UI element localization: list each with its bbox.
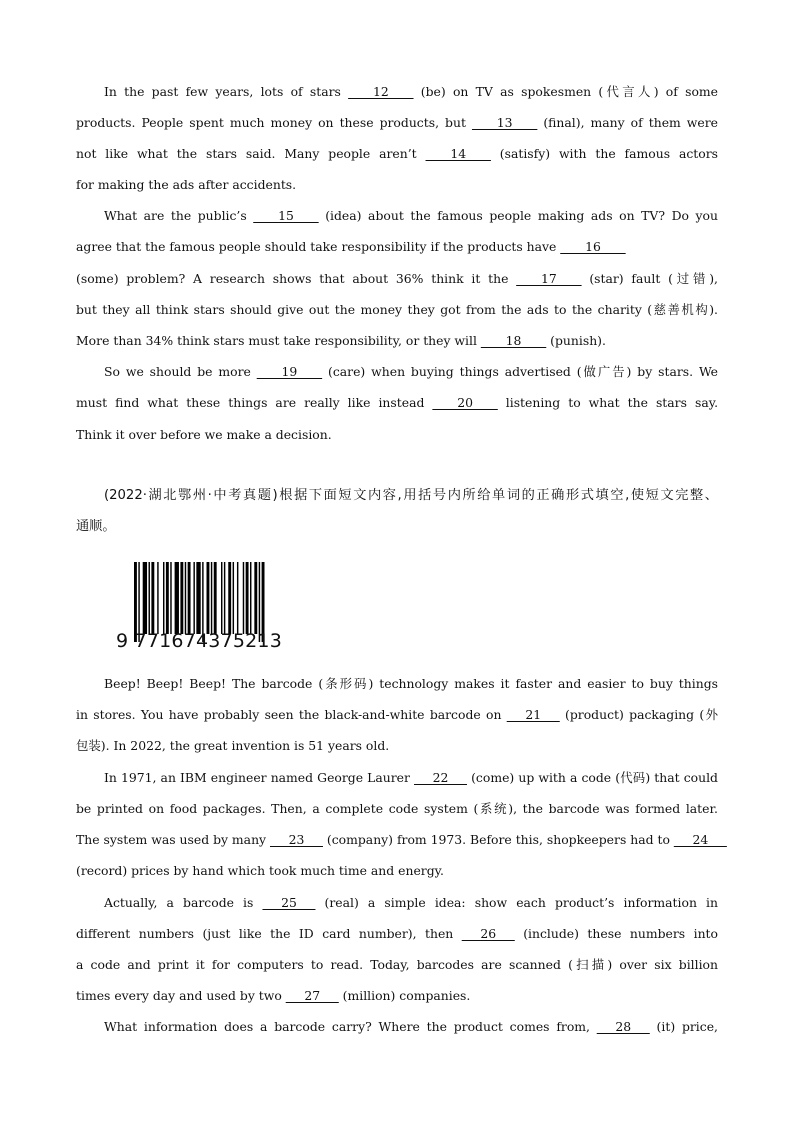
barcode-bar: [193, 562, 194, 634]
barcode-bar: [228, 562, 231, 634]
passage2-line: [76, 800, 718, 818]
barcode-bar: [163, 562, 164, 634]
answer-blank[interactable]: ____18____: [480, 333, 547, 348]
passage1-line: [76, 114, 718, 132]
answer-blank[interactable]: ____15____: [253, 208, 319, 223]
barcode-bar: [246, 562, 249, 634]
barcode-bar: [221, 562, 222, 634]
answer-blank[interactable]: ___26___: [461, 926, 515, 941]
passage2-line: [104, 675, 718, 693]
exercise-heading-line-2: 通顺。: [76, 519, 116, 534]
line-text: (product) packaging (外: [559, 707, 718, 722]
passage1-line: [76, 426, 718, 444]
answer-blank[interactable]: ____13____: [471, 115, 538, 130]
line-text: agree that the famous people should take responsibility if the products have: [76, 239, 561, 254]
line-text: What are the public’s: [104, 208, 254, 223]
barcode-bar: [237, 562, 238, 634]
answer-blank[interactable]: ___23___: [270, 832, 323, 847]
line-text: (idea) about the famous people making ads on TV? Do you: [318, 208, 718, 223]
barcode-bar: [224, 562, 225, 634]
line-text: So we should be more: [104, 364, 257, 379]
barcode-bar: [214, 562, 217, 634]
answer-blank[interactable]: ___28___: [596, 1019, 650, 1034]
answer-blank[interactable]: ___21___: [506, 707, 560, 722]
line-text: be printed on food packages. Then, a complete code system (系统), the barcode was formed later.: [76, 801, 718, 816]
line-text: (punish).: [546, 333, 606, 348]
passage2-line: [104, 894, 718, 912]
line-text: Actually, a barcode is: [104, 895, 263, 910]
answer-blank[interactable]: ___22___: [414, 770, 467, 785]
barcode-bar: [250, 562, 251, 634]
barcode-bar: [157, 562, 158, 634]
line-text: The system was used by many: [76, 832, 270, 847]
barcode-bar: [185, 562, 186, 634]
answer-blank[interactable]: ____14____: [425, 146, 491, 161]
line-text: (include) these numbers into: [514, 926, 718, 941]
passage2-line: [76, 706, 718, 724]
line-text: (real) a simple idea: show each product’s information in: [315, 895, 718, 910]
barcode-bar: [233, 562, 234, 634]
passage2-line: [104, 1018, 718, 1036]
line-text: More than 34% think stars must take responsibility, or they will: [76, 333, 481, 348]
passage1-line: [104, 207, 718, 225]
barcode-bar: [207, 562, 210, 634]
barcode-bar: [243, 562, 244, 634]
line-text: What information does a barcode carry? Where the product comes from,: [104, 1019, 597, 1034]
passage2-line: [76, 862, 718, 880]
passage2-line: [76, 737, 718, 755]
passage2-line: [76, 956, 718, 974]
line-text: (it) price,: [649, 1019, 718, 1034]
line-text: times every day and used by two: [76, 988, 286, 1003]
answer-blank[interactable]: ____16____: [560, 239, 626, 254]
answer-blank[interactable]: ___27___: [285, 988, 339, 1003]
answer-blank[interactable]: ____12____: [348, 84, 414, 99]
barcode-bar: [254, 562, 257, 634]
line-text: (million) companies.: [338, 988, 471, 1003]
barcode-bar: [149, 562, 150, 634]
line-text: not like what the stars said. Many people aren’t: [76, 146, 426, 161]
barcode-bar: [211, 562, 212, 634]
passage1-line: [76, 145, 718, 163]
line-text: products. People spent much money on these products, but: [76, 115, 472, 130]
passage1-line: [76, 301, 718, 319]
line-text: for making the ads after accidents.: [76, 177, 297, 192]
line-text: (company) from 1973. Before this, shopkeepers had to: [322, 832, 674, 847]
passage2-line: [76, 925, 718, 943]
answer-blank[interactable]: ___25___: [262, 895, 316, 910]
barcode-bar: [175, 562, 179, 634]
barcode-bar: [188, 562, 191, 634]
passage1-line: [104, 83, 718, 101]
line-text: (come) up with a code (代码) that could: [466, 770, 718, 785]
line-text: In the past few years, lots of stars: [104, 84, 349, 99]
line-text: (some) problem? A research shows that about 36% think it the: [76, 271, 517, 286]
line-text: different numbers (just like the ID card number), then: [76, 926, 462, 941]
barcode-digits: 9 771674375213: [116, 630, 282, 652]
line-text: must find what these things are really like instead: [76, 395, 433, 410]
passage1-line: [76, 270, 718, 288]
passage1-line: [76, 332, 718, 350]
exercise-heading-line-1: (2022·湖北鄂州·中考真题)根据下面短文内容,用括号内所给单词的正确形式填空,使短文完整、: [104, 488, 718, 503]
line-text: (satisfy) with the famous actors: [490, 146, 718, 161]
line-text: In 1971, an IBM engineer named George Laurer: [104, 770, 415, 785]
passage1-line: [76, 394, 718, 412]
answer-blank[interactable]: ____19____: [256, 364, 323, 379]
passage1-line: [104, 363, 718, 381]
line-text: (care) when buying things advertised (做广告) by stars. We: [322, 364, 719, 379]
passage2-line: [76, 831, 727, 849]
line-text: (be) on TV as spokesmen (代言人) of some: [413, 84, 718, 99]
passage2-line: [76, 987, 718, 1005]
answer-blank[interactable]: ____20____: [432, 395, 498, 410]
barcode-bar: [170, 562, 171, 634]
line-text: Beep! Beep! Beep! The barcode (条形码) technology makes it faster and easier to buy things: [104, 676, 718, 691]
line-text: listening to what the stars say.: [497, 395, 719, 410]
line-text: in stores. You have probably seen the black-and-white barcode on: [76, 707, 507, 722]
line-text: Think it over before we make a decision.: [76, 427, 332, 442]
barcode-bar: [196, 562, 200, 634]
line-text: a code and print it for computers to read. Today, barcodes are scanned (扫描) over six billion: [76, 957, 718, 972]
line-text: (star) fault (过错),: [581, 271, 718, 286]
barcode-bar: [151, 562, 154, 634]
passage1-line: [76, 176, 718, 194]
passage2-line: [104, 769, 718, 787]
line-text: but they all think stars should give out the money they got from the ads to the charity (慈善机构).: [76, 302, 718, 317]
line-text: 包装). In 2022, the great invention is 51 years old.: [76, 738, 390, 753]
line-text: (record) prices by hand which took much time and energy.: [76, 863, 444, 878]
answer-blank[interactable]: ____17____: [516, 271, 582, 286]
barcode-bar: [143, 562, 147, 634]
barcode-bar: [180, 562, 183, 634]
answer-blank[interactable]: ___24___: [673, 832, 727, 847]
line-text: (final), many of them were: [537, 115, 719, 130]
passage1-line: [76, 238, 718, 256]
barcode-bar: [166, 562, 169, 634]
